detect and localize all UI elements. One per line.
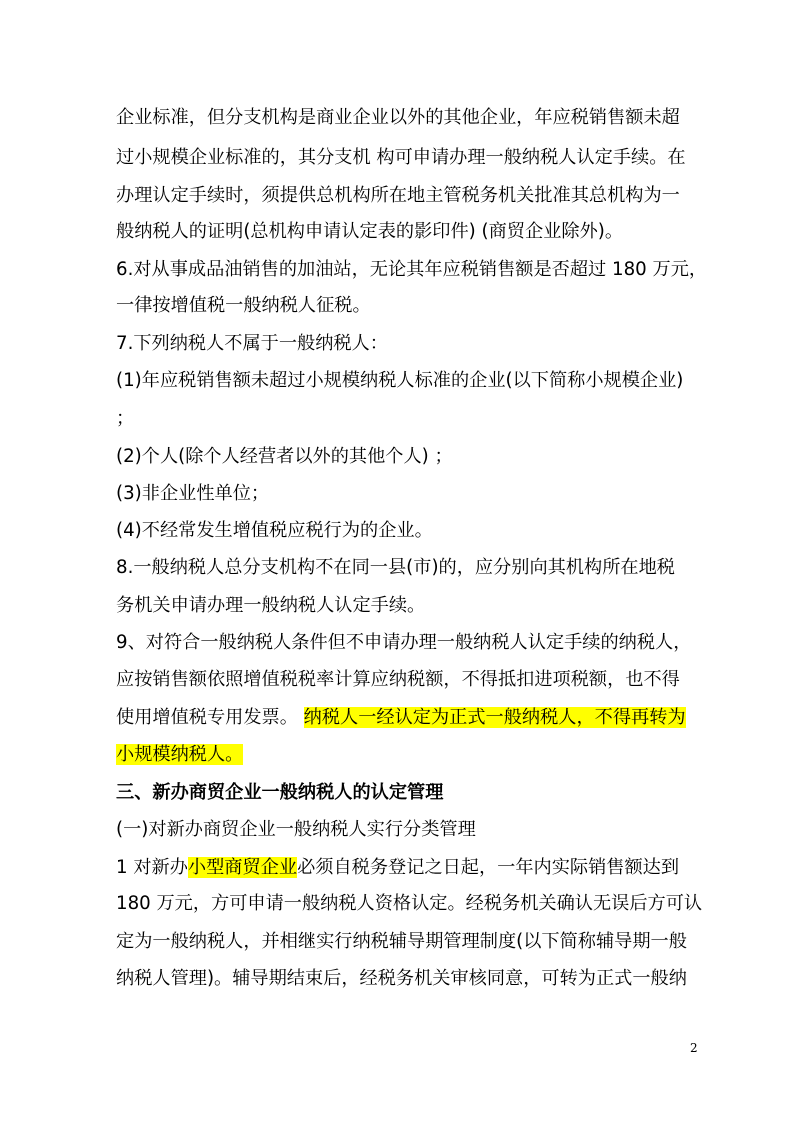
body-text-line: 6.对从事成品油销售的加油站，无论其年应税销售额是否超过 180 万元， <box>116 259 708 280</box>
page-number: 2 <box>690 1041 698 1055</box>
body-text-line: 一律按增值税一般纳税人征税。 <box>116 295 371 316</box>
body-text-line: 定为一般纳税人，并相继实行纳税辅导期管理制度(以下简称辅导期一般 <box>116 931 687 952</box>
body-text-line: 8.一般纳税人总分支机构不在同一县(市)的，应分别向其机构所在地税 <box>116 557 675 578</box>
body-text-line: 般纳税人的证明(总机构申请认定表的影印件) (商贸企业除外)。 <box>116 221 624 242</box>
highlighted-text: 纳税人一经认定为正式一般纳税人，不得再转为 <box>303 707 686 728</box>
body-text-line: 办理认定手续时，须提供总机构所在地主管税务机关批准其总机构为一 <box>116 185 680 206</box>
highlighted-text: 小规模纳税人。 <box>116 744 244 765</box>
body-text-line <box>116 743 716 767</box>
body-text-line <box>116 856 716 880</box>
section-heading: 三、新办商贸企业一般纳税人的认定管理 <box>116 782 444 803</box>
body-text-line <box>116 706 716 730</box>
body-text-line: ； <box>116 408 135 429</box>
body-text-line: 企业标准，但分支机构是商业企业以外的其他企业，年应税销售额未超 <box>116 107 680 128</box>
body-text-segment: 使用增值税专用发票。 <box>116 707 304 728</box>
body-text-line: (1)年应税销售额未超过小规模纳税人标准的企业(以下简称小规模企业) <box>116 370 684 391</box>
body-text-line: 应按销售额依照增值税税率计算应纳税额，不得抵扣进项税额，也不得 <box>116 669 680 690</box>
body-text-line: (2)个人(除个人经营者以外的其他个人) ； <box>116 446 453 467</box>
body-text-segment: 必须自税务登记之日起，一年内实际销售额达到 <box>297 857 680 878</box>
body-text-line: (4)不经常发生增值税应税行为的企业。 <box>116 520 433 541</box>
subheading: (一)对新办商贸企业一般纳税人实行分类管理 <box>116 819 476 840</box>
body-text-line: (3)非企业性单位； <box>116 483 270 504</box>
body-text-line: 9、对符合一般纳税人条件但不申请办理一般纳税人认定手续的纳税人， <box>116 632 692 653</box>
body-text-line: 180 万元，方可申请一般纳税人资格认定。经税务机关确认无误后方可认 <box>116 893 703 914</box>
body-text-segment: 1 对新办 <box>116 857 188 878</box>
body-text-line: 7.下列纳税人不属于一般纳税人： <box>116 333 388 354</box>
highlighted-text: 小型商贸企业 <box>187 857 298 878</box>
body-text-line: 过小规模企业标准的，其分支机 构可申请办理一般纳税人认定手续。在 <box>116 147 686 168</box>
body-text-line: 务机关申请办理一般纳税人认定手续。 <box>116 595 426 616</box>
body-text-line: 纳税人管理)。辅导期结束后，经税务机关审核同意，可转为正式一般纳 <box>116 968 687 989</box>
